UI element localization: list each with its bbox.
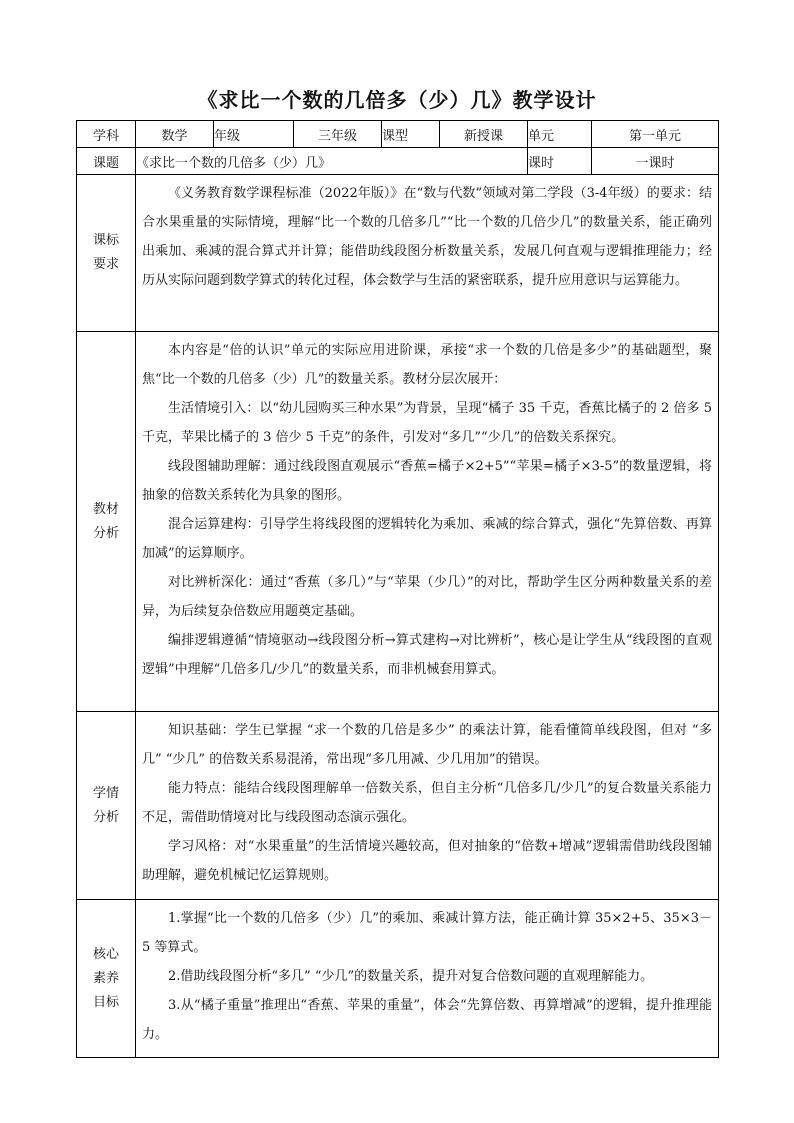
topic-row: [77, 148, 719, 175]
textbook-paragraph: 生活情境引入：以“幼儿园购买三种水果”为背景，呈现“橘子 35 千克，香蕉比橘子的 2 倍多 5 千克，苹果比橘子的 3 倍少 5 千克”的条件，引发对“多几”“少几”的倍数关系探究。: [142, 401, 712, 445]
standards-paragraph: 《义务教育数学课程标准（2022年版）》在“数与代数”领域对第二学段（3-4年级）的要求：结合水果重量的实际情境，理解“比一个数的几倍多几”“比一个数的几倍少几”的数量关系，能正确列出乘加、乘减的混合算式并计算；能借助线段图分析数量关系，发展几何直观与逻辑推理能力；经历从实际问题到数学算式的转化过程，体会数学与生活的紧密联系，提升应用意识与运算能力。: [142, 186, 712, 288]
textbook-paragraph: 本内容是“倍的认识”单元的实际应用进阶课，承接“求一个数的几倍是多少”的基础题型，聚焦“比一个数的几倍多（少）几”的数量关系。教材分层次展开：: [142, 343, 712, 387]
textbook-label: 教材 分析: [77, 332, 136, 712]
hours-value: 一课时: [592, 148, 719, 175]
learners-paragraph: 知识基础：学生已掌握 “求一个数的几倍是多少” 的乘法计算，能看懂简单线段图，但对 “多几” “少几” 的倍数关系易混淆，常出现“多几用减、少几用加”的错误。: [142, 723, 712, 767]
document-title: 《求比一个数的几倍多（少）几》教学设计: [197, 88, 597, 112]
textbook-paragraph: 编排逻辑遵循“情境驱动→线段图分析→算式建构→对比辨析”，核心是让学生从“线段图的直观逻辑”中理解“几倍多几/少几”的数量关系，而非机械套用算式。: [142, 633, 712, 677]
topic-label: 课题: [77, 148, 136, 175]
goals-row: [77, 900, 719, 1058]
standards-content: [136, 175, 719, 332]
learners-row: [77, 712, 719, 900]
lesson-plan-table: [76, 120, 719, 1058]
subject-value: 数学: [136, 121, 214, 148]
goals-paragraph: 2.借助线段图分析“多几” “少几”的数量关系，提升对复合倍数问题的直观理解能力。: [168, 969, 654, 984]
subject-label: 学科: [77, 121, 136, 148]
topic-value: 《求比一个数的几倍多（少）几》: [136, 148, 528, 175]
unit-label: 单元: [528, 121, 592, 148]
learners-content: [136, 712, 719, 900]
learners-paragraph: 能力特点：能结合线段图理解单一倍数关系，但自主分析“几倍多几/少几”的复合数量关系能力不足，需借助情境对比与线段图动态演示强化。: [142, 781, 712, 825]
hours-label: 课时: [528, 148, 592, 175]
learners-label: 学情 分析: [77, 712, 136, 900]
lesson-type-label: 课型: [382, 121, 440, 148]
learners-paragraph: 学习风格：对“水果重量”的生活情境兴趣较高，但对抽象的“倍数+增减”逻辑需借助线段图辅助理解，避免机械记忆运算规则。: [142, 839, 712, 883]
grade-label: 年级: [214, 121, 294, 148]
header-row: [77, 121, 719, 148]
textbook-paragraph: 对比辨析深化：通过“香蕉（多几）”与“苹果（少几）”的对比，帮助学生区分两种数量关系的差异，为后续复杂倍数应用题奠定基础。: [142, 575, 712, 619]
textbook-row: [77, 332, 719, 712]
grade-value: 三年级: [294, 121, 382, 148]
standards-label: 课标 要求: [77, 175, 136, 332]
goals-label: 核心 素养 目标: [77, 900, 136, 1058]
unit-value: 第一单元: [592, 121, 719, 148]
goals-paragraph: 1.掌握“比一个数的几倍多（少）几”的乘加、乘减计算方法，能正确计算 35×2+5、35×3－5 等算式。: [142, 911, 712, 955]
textbook-paragraph: 线段图辅助理解：通过线段图直观展示“香蕉=橘子×2+5”“苹果=橘子×3-5”的数量逻辑，将抽象的倍数关系转化为具象的图形。: [142, 459, 712, 503]
goals-content: [136, 900, 719, 1058]
goals-paragraph: 3.从“橘子重量”推理出“香蕉、苹果的重量”，体会“先算倍数、再算增减”的逻辑，提升推理能力。: [142, 998, 712, 1042]
lesson-type-value: 新授课: [440, 121, 528, 148]
standards-row: [77, 175, 719, 332]
textbook-content: [136, 332, 719, 712]
textbook-paragraph: 混合运算建构：引导学生将线段图的逻辑转化为乘加、乘减的综合算式，强化“先算倍数、再算加减”的运算顺序。: [142, 517, 712, 561]
